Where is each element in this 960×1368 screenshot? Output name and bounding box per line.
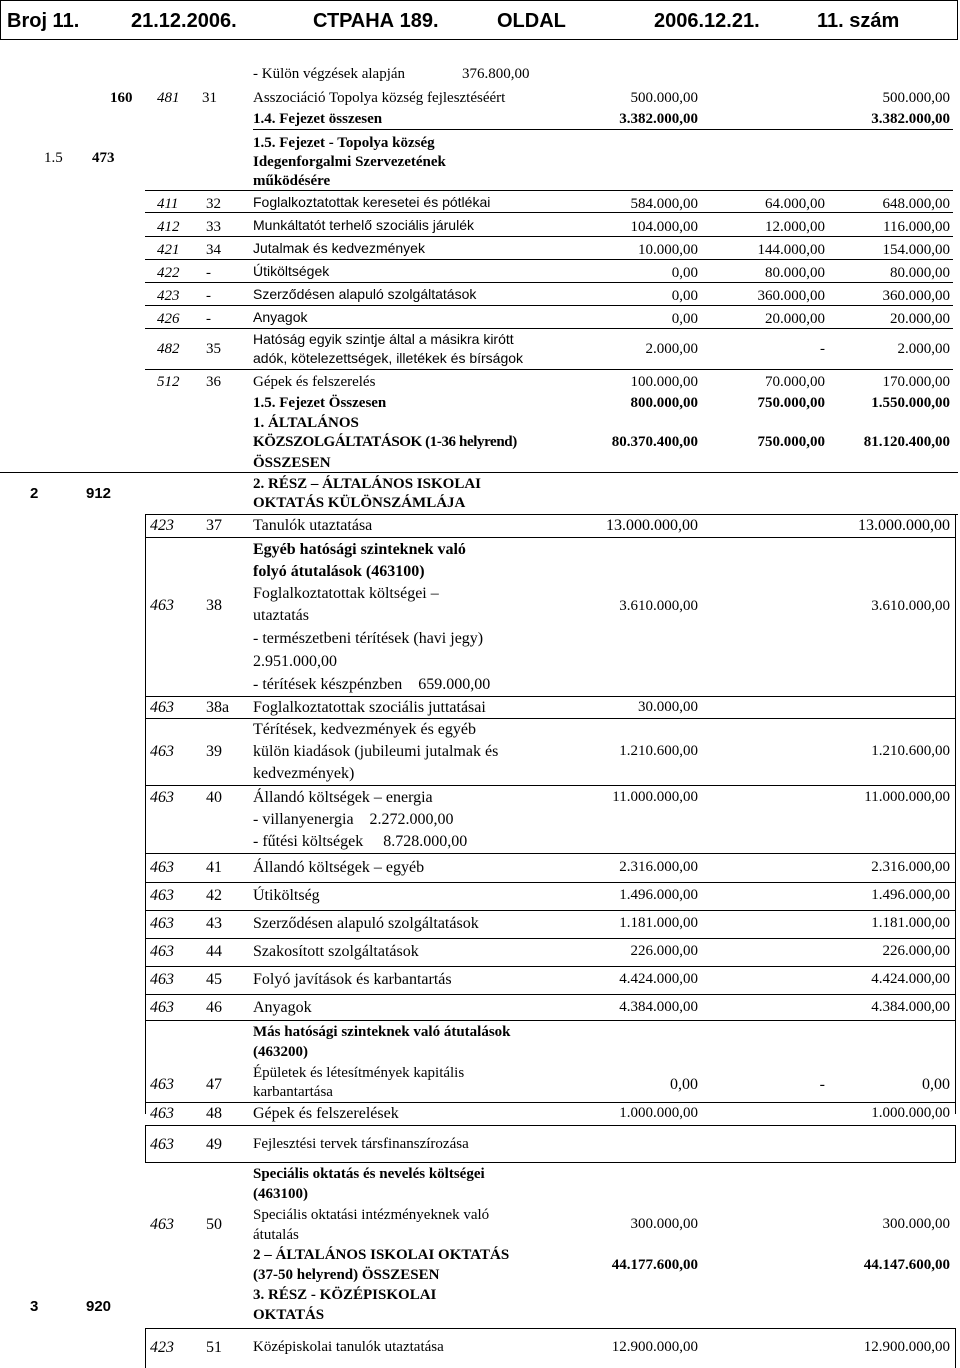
row-text: Tanulók utaztatása xyxy=(253,517,373,534)
row-position: - xyxy=(206,265,211,281)
row-amount-1: 12.900.000,00 xyxy=(611,1339,698,1355)
row-text-line2: 2.951.000,00 xyxy=(253,653,337,670)
row-text-line1: Épületek és létesítmények kapitális xyxy=(253,1065,465,1081)
row-amount-2: 80.000,00 xyxy=(765,265,825,281)
row-amount-3: 648.000,00 xyxy=(882,196,950,212)
row-account: 421 xyxy=(157,242,180,258)
row-amount-3: 116.000,00 xyxy=(883,219,950,235)
divider xyxy=(145,785,955,786)
row-amount-3: 360.000,00 xyxy=(882,288,950,304)
row-amount-3: 500.000,00 xyxy=(882,90,950,106)
row-text-line1: Foglalkoztatottak költségei – xyxy=(253,585,439,602)
row-account: 463 xyxy=(150,887,174,904)
row-text-line2: KÖZSZOLGÁLTATÁSOK (1-36 helyrend) xyxy=(253,434,517,450)
row-account: 463 xyxy=(150,743,174,760)
row-amount-1: 500.000,00 xyxy=(630,90,698,106)
row-text-line2: (463100) xyxy=(253,1186,308,1202)
row-amount-3: 4.384.000,00 xyxy=(871,999,950,1015)
row-account: 426 xyxy=(157,311,180,327)
row-code: 160 xyxy=(110,90,133,106)
row-text-line3: ÖSSZESEN xyxy=(253,455,331,471)
row-account: 512 xyxy=(157,374,180,390)
divider xyxy=(145,1328,955,1329)
row-amount-3: 1.181.000,00 xyxy=(871,915,950,931)
row-position: 45 xyxy=(206,971,222,988)
divider xyxy=(145,1162,955,1163)
row-text-line1: 1.5. Fejezet - Topolya község xyxy=(253,135,435,151)
row-position: 38 xyxy=(206,597,222,614)
row-account: 423 xyxy=(150,517,174,534)
row-text: Útiköltségek xyxy=(253,263,330,279)
divider xyxy=(145,305,953,306)
row-text: Szakosított szolgáltatások xyxy=(253,943,419,960)
col-border xyxy=(955,1328,956,1368)
row-amount-1: 10.000,00 xyxy=(638,242,698,258)
row-text-line1: Speciális oktatási intézményeknek való xyxy=(253,1207,490,1223)
row-account: 463 xyxy=(150,1216,174,1233)
row-amount-3: 0,00 xyxy=(922,1076,950,1093)
col-border xyxy=(145,1125,146,1163)
row-amount-1: 1.210.600,00 xyxy=(619,743,698,759)
row-text-line2: utaztatás xyxy=(253,607,309,624)
row-text: Útiköltség xyxy=(253,887,320,904)
row-account: 463 xyxy=(150,597,174,614)
row-position: - xyxy=(206,311,211,327)
row-text: - Külön végzések alapján xyxy=(253,66,406,82)
row-text-line2: folyó átutalások (463100) xyxy=(253,563,425,580)
row-text-line1: Speciális oktatás és nevelés költségei xyxy=(253,1166,485,1182)
row-text-line3: - térítések készpénzben 659.000,00 xyxy=(253,676,491,693)
row-amount-3: 154.000,00 xyxy=(882,242,950,258)
divider xyxy=(145,1102,955,1103)
page-label-hu: OLDAL xyxy=(497,10,566,32)
row-amount-1: 0,00 xyxy=(671,265,698,281)
row-amount-3: 4.424.000,00 xyxy=(871,971,950,987)
row-text: Szerződésen alapuló szolgáltatások xyxy=(253,286,477,302)
row-amount-2: 750.000,00 xyxy=(757,434,825,450)
row-amount-1: 584.000,00 xyxy=(630,196,698,212)
row-amount-3: 226.000,00 xyxy=(882,943,950,959)
row-position: 41 xyxy=(206,859,222,876)
row-amount-2: 20.000,00 xyxy=(765,311,825,327)
row-text: Munkáltatót terhelő szociális járulék xyxy=(253,217,474,233)
row-position: 37 xyxy=(206,517,222,534)
row-amount-2: - xyxy=(819,1076,825,1093)
divider xyxy=(145,910,955,911)
row-text: Asszociáció Topolya község fejlesztéséért xyxy=(253,90,506,106)
divider xyxy=(145,328,953,329)
row-position: 31 xyxy=(202,90,217,106)
row-amount-1: 0,00 xyxy=(671,1136,698,1152)
row-text-line2: adók, kötelezettségek, illetékek és bírságok xyxy=(253,350,524,366)
row-amount-1: 3.610.000,00 xyxy=(619,598,698,614)
page-header xyxy=(0,0,958,40)
divider xyxy=(145,853,955,854)
row-amount-3: 12.900.000,00 xyxy=(863,1339,950,1355)
row-amount-3: 2.316.000,00 xyxy=(871,859,950,875)
row-position: 34 xyxy=(206,242,221,258)
row-text-line2: (463200) xyxy=(253,1044,308,1060)
divider xyxy=(145,537,955,538)
row-account: 463 xyxy=(150,915,174,932)
row-text: Középiskolai tanulók utaztatása xyxy=(253,1339,444,1355)
row-amount-3: 20.000,00 xyxy=(890,311,950,327)
row-text-line3: kedvezmények) xyxy=(253,765,355,782)
row-text-line1: Térítések, kedvezmények és egyéb xyxy=(253,721,477,738)
row-text-line1: 1. ÁLTALÁNOS xyxy=(253,415,359,431)
row-text: Foglalkoztatottak keresetei és pótlékai xyxy=(253,194,491,210)
row-chapter: 1.5 xyxy=(44,150,63,166)
row-amount-1: 4.384.000,00 xyxy=(619,999,698,1015)
row-position: 43 xyxy=(206,915,222,932)
divider xyxy=(145,369,953,370)
row-amount-1: 2.316.000,00 xyxy=(619,859,698,875)
divider xyxy=(145,696,955,697)
section-top-border xyxy=(0,472,958,473)
row-amount-1: 0,00 xyxy=(670,1076,698,1093)
row-amount-1: 104.000,00 xyxy=(630,219,698,235)
row-text: Fejlesztési tervek társfinanszírozása xyxy=(253,1136,469,1152)
header-date-hu: 2006.12.21. xyxy=(654,10,760,32)
row-position: 33 xyxy=(206,219,221,235)
row-amount: 376.800,00 xyxy=(462,66,530,82)
row-text-line2: átutalás xyxy=(253,1227,299,1243)
issue-number-hu: 11. szám xyxy=(817,10,900,32)
col-border xyxy=(955,514,956,1114)
row-position: 48 xyxy=(206,1105,222,1122)
divider xyxy=(253,129,953,130)
row-amount-3: 44.147.600,00 xyxy=(863,1257,950,1273)
section-title-line2: OKTATÁS xyxy=(253,1307,325,1323)
row-amount-1: 4.424.000,00 xyxy=(619,971,698,987)
page-label-sr: СТРАНА 189. xyxy=(313,10,439,32)
row-text: Folyó javítások és karbantartás xyxy=(253,971,452,988)
row-text-line1: - villanyenergia 2.272.000,00 xyxy=(253,811,454,828)
row-account: 411 xyxy=(157,196,179,212)
row-account: 463 xyxy=(150,1076,174,1093)
row-text-line2: karbantartása xyxy=(253,1084,333,1100)
row-amount-1: 226.000,00 xyxy=(630,943,698,959)
row-position: 46 xyxy=(206,999,222,1016)
row-amount-3: 170.000,00 xyxy=(882,374,950,390)
row-account: 412 xyxy=(157,219,180,235)
row-amount-2: - xyxy=(820,341,825,357)
row-amount-3: 0,00 xyxy=(923,1136,950,1152)
row-position: 42 xyxy=(206,887,222,904)
row-amount-1: 0,00 xyxy=(671,288,698,304)
row-position: 38a xyxy=(206,699,230,716)
row-account: 482 xyxy=(157,341,180,357)
row-amount-3: 1.550.000,00 xyxy=(871,395,950,411)
section-title-line1: 2. RÉSZ – ÁLTALÁNOS ISKOLAI xyxy=(253,476,481,492)
section-code: 912 xyxy=(86,485,112,502)
row-text: Gépek és felszerelés xyxy=(253,374,376,390)
row-text: Gépek és felszerelések xyxy=(253,1105,399,1122)
row-text: Anyagok xyxy=(253,309,308,325)
row-amount-3: 3.610.000,00 xyxy=(871,598,950,614)
divider xyxy=(145,966,955,967)
divider xyxy=(145,994,955,995)
row-position: 32 xyxy=(206,196,221,212)
section-title-line1: 3. RÉSZ - KÖZÉPISKOLAI xyxy=(253,1287,437,1303)
row-amount-1: 2.000,00 xyxy=(645,341,698,357)
divider xyxy=(145,718,955,719)
row-text-line2: - fűtési költségek 8.728.000,00 xyxy=(253,833,468,850)
row-amount-1: 100.000,00 xyxy=(630,374,698,390)
row-account: 463 xyxy=(150,999,174,1016)
row-text: 1.5. Fejezet Összesen xyxy=(253,395,387,411)
row-text: Szerződésen alapuló szolgáltatások xyxy=(253,915,479,932)
row-amount-1: 80.370.400,00 xyxy=(611,434,698,450)
row-amount-1: 30.000,00 xyxy=(638,699,698,715)
row-account: 423 xyxy=(157,288,180,304)
row-account: 481 xyxy=(157,90,180,106)
row-text-line3: működésére xyxy=(253,173,331,189)
row-amount-1: 1.181.000,00 xyxy=(619,915,698,931)
row-amount-3: 80.000,00 xyxy=(890,265,950,281)
row-amount-3: 300.000,00 xyxy=(882,1216,950,1232)
divider xyxy=(145,212,953,213)
row-amount-1: 1.496.000,00 xyxy=(619,887,698,903)
row-position: 44 xyxy=(206,943,222,960)
row-amount-1: 1.000.000,00 xyxy=(619,1105,698,1121)
divider xyxy=(145,514,958,515)
row-position: 51 xyxy=(206,1339,222,1356)
divider xyxy=(145,259,953,260)
col-border xyxy=(145,514,146,1114)
row-amount-1: 3.382.000,00 xyxy=(619,111,698,127)
row-amount-2: 144.000,00 xyxy=(757,242,825,258)
row-text-line1: Hatóság egyik szintje által a másikra kirótt xyxy=(253,331,514,347)
row-position: 49 xyxy=(206,1136,222,1153)
row-account: 463 xyxy=(150,859,174,876)
row-amount-3: 81.120.400,00 xyxy=(863,434,950,450)
row-account: 463 xyxy=(150,1136,174,1153)
row-account: 463 xyxy=(150,943,174,960)
row-position: 40 xyxy=(206,789,222,806)
row-position: 47 xyxy=(206,1076,222,1093)
row-account: 463 xyxy=(150,1105,174,1122)
row-text-line2: (37-50 helyrend) ÖSSZESEN xyxy=(253,1267,440,1283)
row-amount-1: 44.177.600,00 xyxy=(611,1257,698,1273)
row-amount-2: 70.000,00 xyxy=(765,374,825,390)
row-text: Anyagok xyxy=(253,999,312,1016)
row-account: 423 xyxy=(150,1339,174,1356)
row-text-line2: Idegenforgalmi Szervezetének xyxy=(253,154,446,170)
section-title-line2: OKTATÁS KÜLÖNSZÁMLÁJA xyxy=(253,495,466,511)
row-amount-3: 1.210.600,00 xyxy=(871,743,950,759)
row-amount-3: 2.000,00 xyxy=(897,341,950,357)
row-amount-2: 12.000,00 xyxy=(765,219,825,235)
divider xyxy=(145,1020,955,1021)
row-amount-1: 0,00 xyxy=(671,311,698,327)
row-amount-1: 300.000,00 xyxy=(630,1216,698,1232)
row-account: 463 xyxy=(150,699,174,716)
row-text: Foglalkoztatottak szociális juttatásai xyxy=(253,699,486,716)
row-amount-3: 3.382.000,00 xyxy=(871,111,950,127)
header-date-sr: 21.12.2006. xyxy=(131,10,237,32)
row-text: Jutalmak és kedvezmények xyxy=(253,240,425,256)
row-text-line1: Más hatósági szinteknek való átutalások xyxy=(253,1024,511,1040)
row-amount-1: 11.000.000,00 xyxy=(612,789,698,805)
divider xyxy=(145,938,955,939)
row-position: - xyxy=(206,288,211,304)
divider xyxy=(145,236,953,237)
row-position: 50 xyxy=(206,1216,222,1233)
row-text: 1.4. Fejezet összesen xyxy=(253,111,383,127)
divider xyxy=(145,190,953,191)
row-position: 36 xyxy=(206,374,221,390)
issue-number: Broj 11. xyxy=(7,10,80,32)
divider xyxy=(145,282,953,283)
row-text: Állandó költségek – energia xyxy=(253,789,433,806)
row-text-line1: - természetbeni térítések (havi jegy) xyxy=(253,630,484,647)
row-code: 473 xyxy=(92,150,115,166)
row-amount-2: 360.000,00 xyxy=(757,288,825,304)
section-number: 2 xyxy=(30,485,39,502)
row-text-line2: külön kiadások (jubileumi jutalmak és xyxy=(253,743,499,760)
row-text-line1: Egyéb hatósági szinteknek való xyxy=(253,541,466,558)
divider xyxy=(145,882,955,883)
row-position: 35 xyxy=(206,341,221,357)
row-text: Állandó költségek – egyéb xyxy=(253,859,425,876)
row-account: 463 xyxy=(150,971,174,988)
col-border xyxy=(145,1328,146,1368)
row-amount-1: 13.000.000,00 xyxy=(606,517,698,534)
divider xyxy=(145,1125,955,1126)
row-amount-3: 11.000.000,00 xyxy=(864,789,950,805)
section-code: 920 xyxy=(86,1298,112,1315)
row-amount-3: 1.496.000,00 xyxy=(871,887,950,903)
row-text-line1: 2 – ÁLTALÁNOS ISKOLAI OKTATÁS xyxy=(253,1247,510,1263)
row-amount-1: 800.000,00 xyxy=(630,395,698,411)
row-account: 422 xyxy=(157,265,180,281)
row-amount-3: 13.000.000,00 xyxy=(858,517,950,534)
row-amount-2: 750.000,00 xyxy=(757,395,825,411)
row-amount-2: 64.000,00 xyxy=(765,196,825,212)
col-border xyxy=(955,1125,956,1163)
section-number: 3 xyxy=(30,1298,39,1315)
row-account: 463 xyxy=(150,789,174,806)
row-position: 39 xyxy=(206,743,222,760)
row-amount-3: 1.000.000,00 xyxy=(871,1105,950,1121)
